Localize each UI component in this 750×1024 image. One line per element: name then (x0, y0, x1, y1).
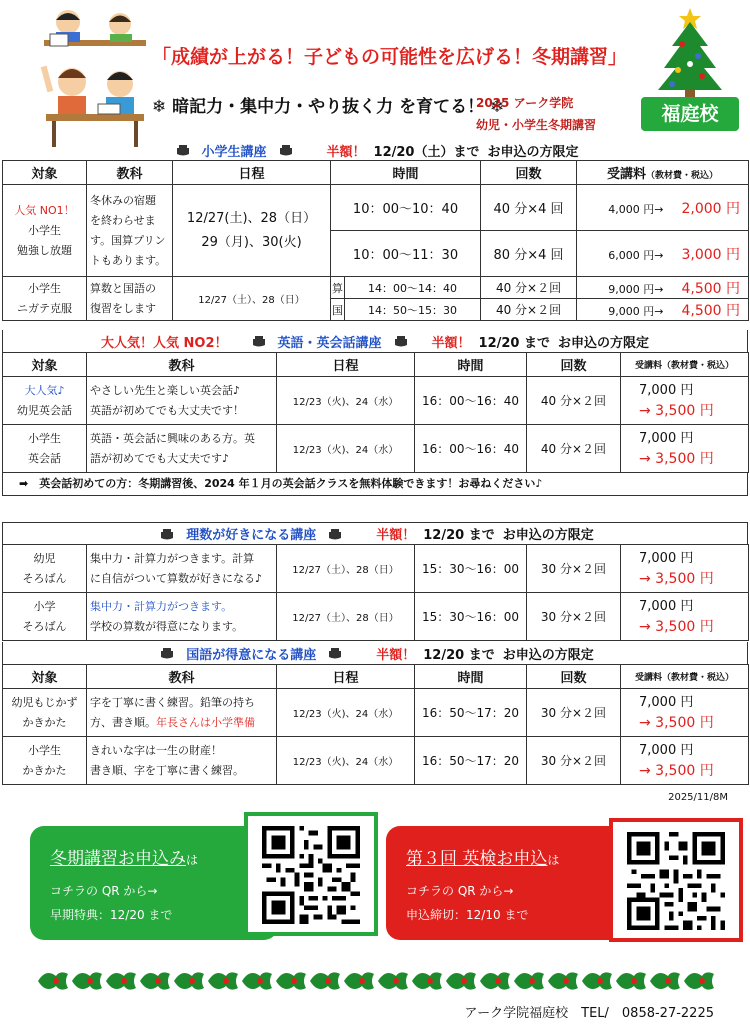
section-course-name: 国語が得意になる講座 (186, 647, 317, 663)
subject-tag: 国 (331, 299, 345, 321)
old-price: 7,000 円 (639, 382, 694, 398)
schedule-cell: 12/23（火)、24（水） (277, 425, 415, 473)
subject-tag: 算 (331, 277, 345, 299)
japanese-course-table (2, 664, 749, 785)
subject-line: 算数と国語の (90, 281, 156, 295)
subject-cell (87, 377, 277, 425)
subtitle: ❄ 暗記力・集中力・やり抜く力 を育てる！ ❄ (152, 97, 505, 117)
target-cell (3, 593, 87, 641)
pot-icon (252, 335, 266, 347)
subject-cell (87, 545, 277, 593)
subject-cell (87, 737, 277, 785)
new-price: → 3,500 円 (639, 570, 714, 587)
old-price: 9,000 円→ (608, 304, 664, 318)
half-price-label: 半額！ (326, 144, 366, 160)
issue-date: 2025/11/8M (668, 792, 728, 803)
new-price: 3,000 円 (681, 246, 741, 263)
table-row (3, 593, 749, 641)
table-row (3, 689, 749, 737)
subject-line: に自信がついて算数が好きになる♪ (90, 571, 263, 585)
subject-highlight: 年長さんは小学準備 (156, 715, 255, 729)
pot-icon (328, 647, 342, 659)
subject-cell (87, 277, 173, 321)
section-elementary-title (2, 140, 748, 160)
count-cell: 40 分×２回 (527, 425, 621, 473)
time-cell: 16：50〜17：20 (415, 689, 527, 737)
target-line: 幼児もじかず (11, 695, 78, 709)
new-price: → 3,500 円 (639, 402, 714, 419)
box-title-suffix: は (547, 853, 560, 867)
fee-cell (621, 377, 749, 425)
fee-note: （教材費・税込） (646, 171, 719, 181)
col-subject: 教科 (87, 353, 277, 377)
pot-icon (160, 528, 174, 540)
pot-icon (176, 144, 190, 156)
subject-line: やさしい先生と楽しい英会話♪ (90, 383, 241, 397)
count-cell: 30 分×２回 (527, 593, 621, 641)
eiken-apply-box[interactable] (386, 826, 636, 940)
subject-line: 字を丁寧に書く練習。鉛筆の持ち (90, 695, 255, 709)
col-target: 対象 (3, 161, 87, 185)
english-trial-note: ➡ 英会話初めての方：冬期講習後、2024 年１月の英会話クラスを無料体験できます！お尋ねください♪ (2, 472, 748, 496)
pot-icon (394, 335, 408, 347)
apply-note: お申込の方限定 (558, 335, 650, 351)
schedule-line: 12/27(土)、28（日） (186, 210, 317, 226)
fee-cell (577, 277, 749, 299)
target-line: 幼児 (33, 551, 56, 565)
subject-line: 復習をします (90, 301, 156, 315)
section-course-name: 英語・英会話講座 (277, 335, 382, 351)
target-line: そろばん (22, 619, 67, 633)
table-row (3, 737, 749, 785)
apply-note: お申込の方限定 (502, 528, 594, 543)
pot-icon (160, 647, 174, 659)
target-cell (3, 425, 87, 473)
count-cell: 40 分×4 回 (481, 185, 577, 231)
col-count: 回数 (481, 161, 577, 185)
time-cell: 15：30〜16：00 (415, 593, 527, 641)
time-cell: 10：00〜11：30 (331, 231, 481, 277)
col-time: 時間 (415, 353, 527, 377)
subject-line: 書き順、字を丁寧に書く練習。 (90, 763, 244, 777)
popular-badge: 人気 NO1！ (14, 203, 75, 217)
target-cell (3, 545, 87, 593)
fee-cell (621, 689, 749, 737)
holly-garland-decoration (38, 966, 716, 996)
brand-line-2: 幼児・小学生冬期講習 (476, 118, 597, 132)
col-fee: 受講料（教材費・税込） (621, 353, 749, 377)
count-cell: 40 分×２回 (481, 299, 577, 321)
new-price: → 3,500 円 (639, 762, 714, 779)
target-line: 小学生 (28, 223, 61, 237)
target-line: そろばん (22, 571, 67, 585)
new-price: 2,000 円 (681, 200, 741, 217)
subject-line (90, 713, 273, 733)
box-line: コチラの QR から→ (50, 884, 158, 898)
subject-text: 方、書き順。 (90, 715, 156, 729)
count-cell: 80 分×4 回 (481, 231, 577, 277)
children-studying-illustration (40, 4, 150, 150)
subject-line: トもあります。 (90, 253, 167, 267)
subject-cell (87, 689, 277, 737)
deadline: 12/20 まで (423, 528, 495, 543)
target-cell (3, 377, 87, 425)
footer-contact: アーク学院福庭校 TEL/ 0858-27-2225 (464, 1006, 714, 1021)
new-price: → 3,500 円 (639, 450, 714, 467)
school-name-badge: 福庭校 (641, 97, 739, 131)
time-cell: 10：00〜10：40 (331, 185, 481, 231)
schedule-cell: 12/27（土）、28（日） (277, 593, 415, 641)
time-cell: 16：50〜17：20 (415, 737, 527, 785)
target-line: 小学生 (28, 281, 61, 295)
target-cell (3, 689, 87, 737)
subject-line: 集中力・計算力がつきます。 (90, 599, 233, 613)
new-price: → 3,500 円 (639, 714, 714, 731)
fee-cell (577, 231, 749, 277)
target-line: 小学生 (28, 743, 61, 757)
christmas-tree-icon (650, 4, 730, 100)
pot-icon (328, 528, 342, 540)
subject-line: 冬休みの宿題 (90, 193, 156, 207)
box-line: 申込締切：12/10 まで (406, 908, 529, 922)
pot-icon (279, 144, 293, 156)
count-cell: 40 分×２回 (481, 277, 577, 299)
time-cell: 16：00〜16：40 (415, 377, 527, 425)
deadline: 12/20 まで (478, 335, 550, 351)
target-line: かきかた (22, 763, 67, 777)
schedule-line: 29（月)、30(火) (201, 234, 302, 250)
box-line: 早期特典：12/20 まで (50, 908, 173, 922)
count-cell: 30 分×２回 (527, 737, 621, 785)
fee-cell (621, 425, 749, 473)
schedule-cell: 12/23（火)、24（水） (277, 689, 415, 737)
target-cell (3, 737, 87, 785)
schedule-cell: 12/23（火)、24（水） (277, 737, 415, 785)
col-fee (577, 161, 749, 185)
col-target: 対象 (3, 665, 87, 689)
new-price: 4,500 円 (681, 302, 741, 319)
math-course-table (2, 544, 749, 641)
brand-line-1: 2025 アーク学院 (476, 96, 574, 110)
target-line: 小学 (33, 599, 56, 613)
subject-cell (87, 425, 277, 473)
col-subject: 教科 (87, 161, 173, 185)
apply-note: お申込の方限定 (502, 647, 594, 663)
table-row (3, 277, 749, 299)
target-cell (3, 185, 87, 277)
col-schedule: 日程 (277, 353, 415, 377)
fee-cell (621, 737, 749, 785)
schedule-cell: 12/27（土）、28（日） (277, 545, 415, 593)
time-cell: 15：30〜16：00 (415, 545, 527, 593)
box-title-text: 第３回 英検お申込 (406, 849, 548, 869)
subject-line: 集中力・計算力がつきます。計算 (90, 551, 255, 565)
fee-cell (577, 185, 749, 231)
winter-course-qr-code[interactable] (244, 812, 378, 936)
target-line: 英会話 (28, 451, 61, 465)
table-row (3, 425, 749, 473)
popular-prefix: 大人気！人気 NO2！ (100, 335, 228, 351)
subject-cell (87, 593, 277, 641)
half-price-label: 半額！ (376, 647, 416, 663)
half-price-label: 半額！ (431, 335, 471, 351)
fee-label: 受講料 (607, 167, 647, 182)
section-english-title (2, 330, 748, 352)
half-price-label: 半額！ (376, 528, 416, 543)
old-price: 7,000 円 (639, 598, 694, 614)
subject-line: 英語が初めてでも大丈夫です！ (90, 403, 244, 417)
section-math-title (2, 522, 748, 544)
count-cell: 30 分×２回 (527, 689, 621, 737)
box-title (406, 844, 559, 869)
col-schedule: 日程 (173, 161, 331, 185)
old-price: 6,000 円→ (608, 248, 664, 262)
deadline: 12/20（土）まで (373, 144, 480, 160)
target-line: 幼児英会話 (17, 403, 72, 417)
deadline: 12/20 まで (423, 647, 495, 663)
count-cell: 40 分×２回 (527, 377, 621, 425)
winter-course-apply-box[interactable] (30, 826, 278, 940)
time-cell: 14：00〜14：40 (345, 277, 481, 299)
section-japanese-title (2, 642, 748, 664)
fee-cell (621, 545, 749, 593)
section-course-name: 小学生講座 (201, 144, 267, 160)
col-time: 時間 (331, 161, 481, 185)
time-cell: 14：50〜15：30 (345, 299, 481, 321)
target-line: かきかた (22, 715, 67, 729)
old-price: 7,000 円 (639, 550, 694, 566)
qr-code-icon (627, 832, 725, 930)
subject-line: 学校の算数が得意になります。 (90, 619, 244, 633)
col-subject: 教科 (87, 665, 277, 689)
section-course-name: 理数が好きになる講座 (186, 528, 317, 543)
table-row (3, 545, 749, 593)
subject-line: きれいな字は一生の財産！ (90, 743, 222, 757)
elementary-course-table (2, 160, 749, 321)
schedule-cell (173, 185, 331, 277)
time-cell: 16：00〜16：40 (415, 425, 527, 473)
box-title-text: 冬期講習お申込み (50, 849, 186, 869)
apply-note: お申込の方限定 (487, 144, 579, 160)
fee-cell (621, 593, 749, 641)
table-row (3, 185, 749, 231)
table-row (3, 377, 749, 425)
target-line: 勉強し放題 (17, 243, 72, 257)
target-line: ニガテ克服 (17, 301, 72, 315)
subject-cell (87, 185, 173, 277)
old-price: 4,000 円→ (608, 202, 664, 216)
box-title-suffix: は (186, 853, 199, 867)
fee-cell (577, 299, 749, 321)
main-title: 「成績が上がる！子どもの可能性を広げる！冬期講習」 (152, 46, 628, 68)
english-course-table (2, 352, 749, 473)
popular-badge: 大人気♪ (24, 383, 65, 397)
count-cell: 30 分×２回 (527, 545, 621, 593)
old-price: 7,000 円 (639, 430, 694, 446)
subject-line: 英語・英会話に興味のある方。英 (90, 431, 255, 445)
eiken-qr-code[interactable] (609, 818, 743, 942)
schedule-cell: 12/23（火)、24（水） (277, 377, 415, 425)
old-price: 7,000 円 (639, 694, 694, 710)
new-price: → 3,500 円 (639, 618, 714, 635)
old-price: 9,000 円→ (608, 282, 664, 296)
subject-line: す。国算プリン (90, 233, 166, 247)
col-schedule: 日程 (277, 665, 415, 689)
qr-code-icon (262, 826, 360, 924)
target-cell (3, 277, 87, 321)
subject-line: を終わらせま (90, 213, 156, 227)
box-line: コチラの QR から→ (406, 884, 514, 898)
old-price: 7,000 円 (639, 742, 694, 758)
target-line: 小学生 (28, 431, 61, 445)
new-price: 4,500 円 (681, 280, 741, 297)
subject-line: 語が初めてでも大丈夫です♪ (90, 451, 230, 465)
schedule-cell: 12/27（土）、28（日） (173, 277, 331, 321)
col-fee: 受講料（教材費・税込） (621, 665, 749, 689)
col-count: 回数 (527, 665, 621, 689)
col-target: 対象 (3, 353, 87, 377)
col-time: 時間 (415, 665, 527, 689)
box-title (50, 844, 198, 869)
col-count: 回数 (527, 353, 621, 377)
